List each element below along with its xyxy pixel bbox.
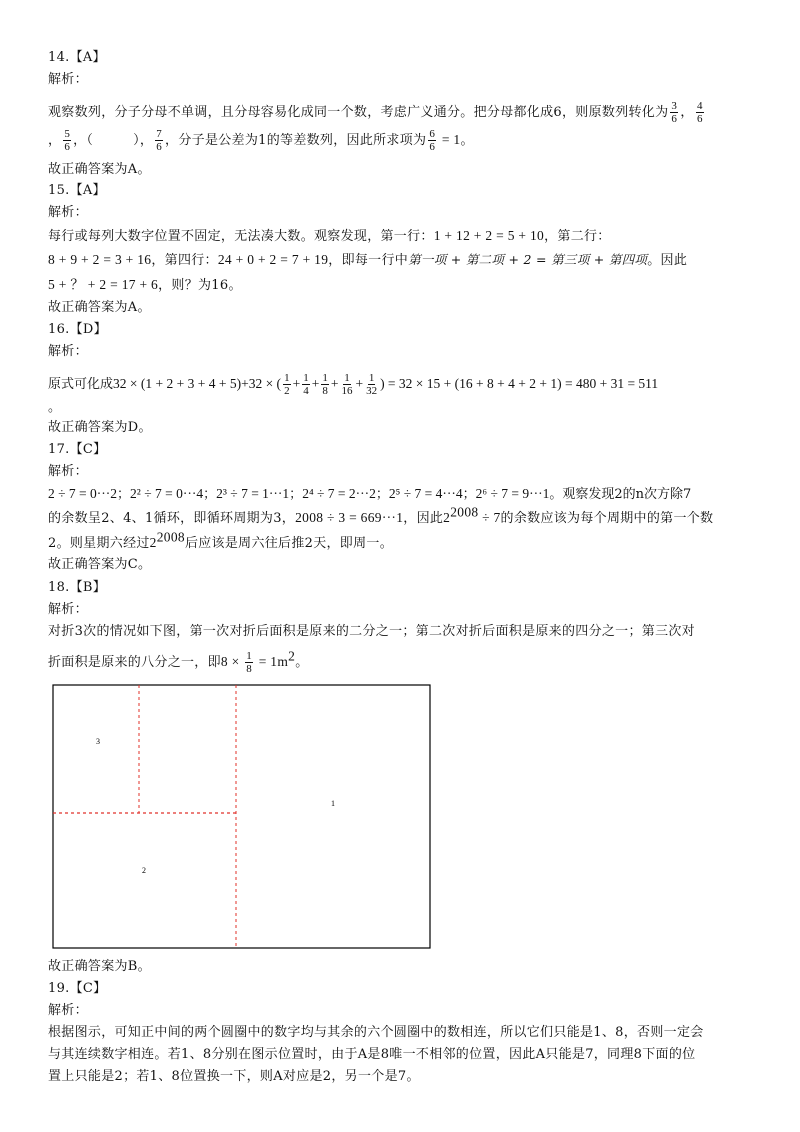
- fraction: $\frac{4}{6}$: [697, 100, 703, 125]
- q16-analysis-label: 解析：: [48, 344, 88, 359]
- q16-line2: 。: [48, 400, 62, 415]
- q18-header: 18.【B】: [48, 580, 107, 595]
- q14-answer: 故正确答案为A。: [48, 162, 151, 177]
- q16-answer: 故正确答案为D。: [48, 420, 152, 435]
- fraction: $\frac{1}{2}$: [284, 372, 290, 397]
- fraction: $\frac{5}{6}$: [64, 128, 71, 153]
- fraction: $\frac{6}{6}$: [429, 128, 436, 153]
- fraction: $\frac{1}{32}$: [366, 372, 378, 397]
- fraction: $\frac{1}{4}$: [303, 372, 309, 397]
- q16-header: 16.【D】: [48, 322, 107, 337]
- fraction: $\frac{1}{8}$: [322, 372, 328, 397]
- fraction: $\frac{3}{6}$: [671, 100, 678, 125]
- folding-diagram: [52, 684, 432, 950]
- q17-analysis-label: 解析：: [48, 464, 88, 479]
- paper-outline: [53, 685, 430, 948]
- q15-line2: 8 + 9 + 2 = 3 + 16，第四行：24 + 0 + 2 = 7 + 19，即每一行中第一项 + 第二项 + 2 = 第三项 + 第四项。因此: [48, 252, 688, 268]
- q15-analysis-label: 解析：: [48, 205, 88, 220]
- region-label-2: 2: [142, 866, 146, 875]
- q17-header: 17.【C】: [48, 442, 107, 457]
- q18-answer: 故正确答案为B。: [48, 959, 151, 974]
- q14-header: 14.【A】: [48, 50, 106, 65]
- q19-line3: 置上只能是2；若1、8位置换一下，则A对应是2，另一个是7。: [48, 1069, 420, 1084]
- region-label-3: 3: [96, 737, 100, 746]
- q15-answer: 故正确答案为A。: [48, 300, 151, 315]
- fraction: $\frac{1}{16}$: [341, 372, 353, 397]
- q17-answer: 故正确答案为C。: [48, 557, 152, 572]
- q14-analysis-label: 解析：: [48, 72, 88, 87]
- q18-analysis-label: 解析：: [48, 602, 88, 617]
- fraction: $\frac{7}{6}$: [156, 128, 163, 153]
- fraction: $\frac{1}{8}$: [246, 650, 253, 675]
- q15-line3: 5 + ？ + 2 = 17 + 6，则？为16。: [48, 277, 242, 293]
- q14-line1: 观察数列，分子分母不单调，且分母容易化成同一个数，考虑广义通分。把分母都化成6，则原数列转化为 $\frac{3}{6}$ ， $\frac{4}{6}$: [48, 100, 703, 125]
- q18-line2: 折面积是原来的八分之一，即8 × $\frac{1}{8}$ = $1m^2$。: [48, 648, 309, 675]
- q19-line1: 根据图示，可知正中间的两个圆圈中的数字均与其余的六个圆圈中的数相连，所以它们只能是1、8，否则一定会: [48, 1025, 704, 1040]
- q14-line2: ， $\frac{5}{6}$ ，（ ）， $\frac{7}{6}$ ，分子是公差为1的等差数列，因此所求项为 $\frac{6}{6}$ = 1。: [48, 128, 474, 153]
- region-label-1: 1: [331, 799, 335, 808]
- q19-line2: 与其连续数字相连。若1、8分别在图示位置时，由于A是8唯一不相邻的位置，因此A只能是7，同理8下面的位: [48, 1047, 696, 1062]
- q15-line1: 每行或每列大数字位置不固定，无法凑大数。观察发现，第一行：1 + 12 + 2 = 5 + 10，第二行：: [48, 228, 611, 244]
- q17-line2: 的余数呈2、4、1循环，即循环周期为3，2008 ÷ 3 = 669···1，因此$2^{2008} \div 7$的余数应该为每个周期中的第一个数: [48, 504, 714, 526]
- q18-line1: 对折3次的情况如下图，第一次对折后面积是原来的二分之一；第二次对折后面积是原来的四分之一；第三次对: [48, 624, 695, 639]
- q16-equation: 原式可化成32 × (1 + 2 + 3 + 4 + 5)+32 × ( $\frac{1}{2}$ + $\frac{1}{4}$ + $\frac{1}{8}$ + $\frac{1}{16}$ + $\frac{1}{32}$ ) = 32 × 15 + (16 + 8 + 4 + 2 + 1) = 480 + 31 = 511: [48, 372, 659, 397]
- q19-analysis-label: 解析：: [48, 1003, 88, 1018]
- q17-line1: 2 ÷ 7 = 0···2；2² ÷ 7 = 0···4；2³ ÷ 7 = 1···1；2⁴ ÷ 7 = 2···2；2⁵ ÷ 7 = 4···4；2⁶ ÷ 7 = 9···1。观察发现2的n次方除7: [48, 486, 692, 502]
- q19-header: 19.【C】: [48, 981, 107, 996]
- q15-header: 15.【A】: [48, 183, 106, 198]
- q17-line3: 2。则星期六经过$2^{2008}$后应该是周六往后推2天，即周一。: [48, 529, 394, 551]
